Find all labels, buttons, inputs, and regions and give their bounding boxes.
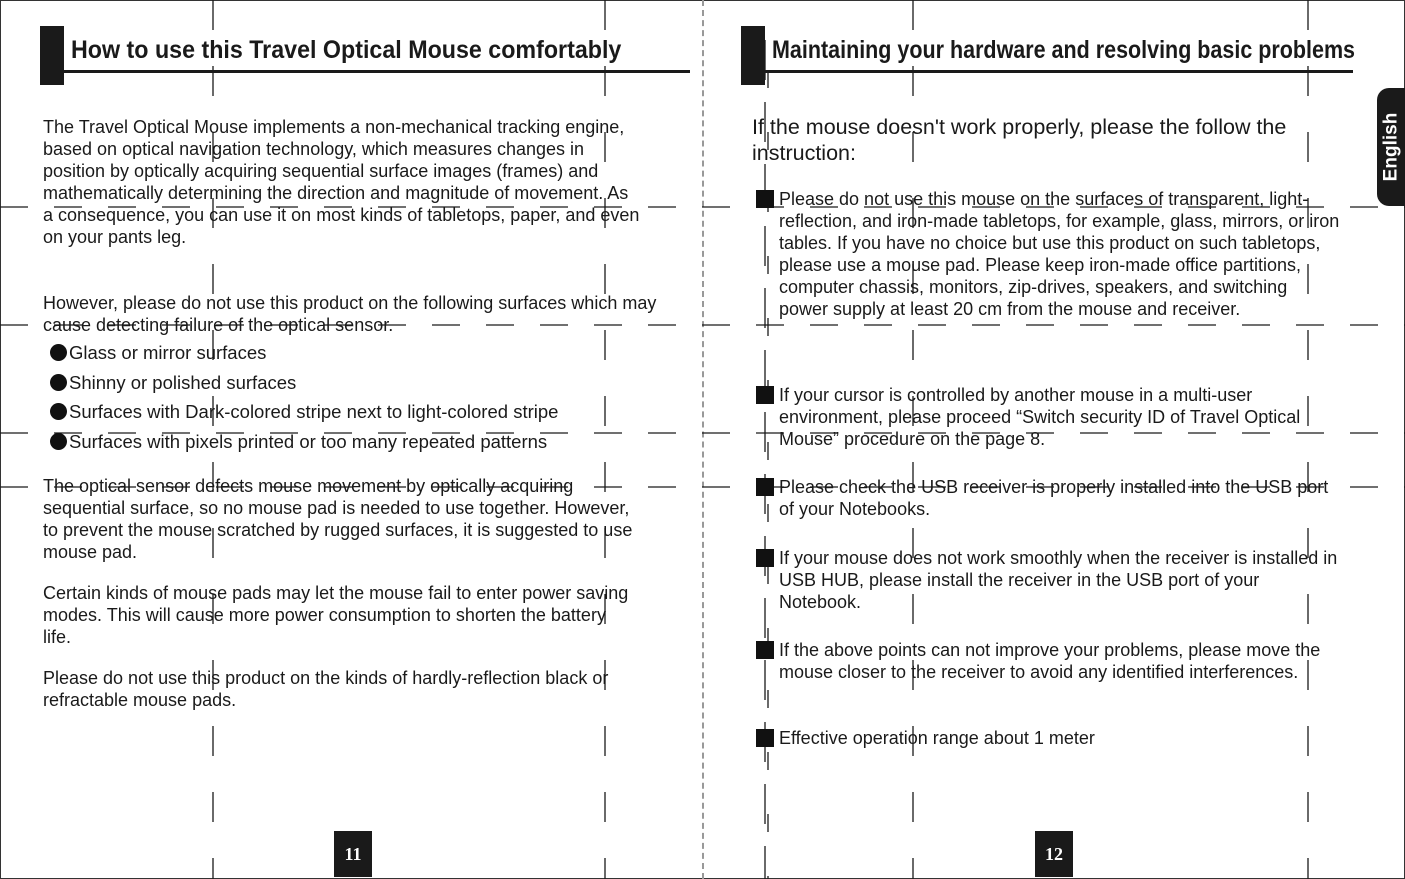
list-item: If your cursor is controlled by another mouse in a multi-user environment, please proceed “Switch security ID of Travel Optical Mouse” procedure on the page 8.	[756, 384, 1341, 450]
page-number: 11	[334, 831, 372, 877]
list-item: If the above points can not improve your problems, please move the mouse closer to the receiver to avoid any identified interferences.	[756, 639, 1341, 683]
left-title-block	[40, 26, 660, 86]
bullet-icon	[50, 433, 67, 450]
page-title: How to use this Travel Optical Mouse comfortably	[71, 36, 622, 64]
bullet-icon	[50, 344, 67, 361]
right-page	[704, 0, 1405, 879]
troubleshooting-intro: If the mouse doesn't work properly, please the follow the instruction:	[752, 115, 1287, 165]
left-page	[0, 0, 700, 879]
list-item: Please check the USB receiver is properly installed into the USB port of your Notebooks.	[756, 476, 1341, 520]
bullet-icon	[50, 403, 67, 420]
square-bullet-icon	[756, 729, 774, 747]
surface-bullet-list	[50, 338, 558, 456]
title-marker-bar	[40, 26, 64, 85]
square-bullet-icon	[756, 549, 774, 567]
title-marker-bar	[741, 26, 765, 85]
square-bullet-icon	[756, 478, 774, 496]
intro-paragraph: The Travel Optical Mouse implements a non-mechanical tracking engine, based on optical navigation technology, which measures changes in position by optically acquiring sequential surface images (frames) and mathematically determining the direction and magnitude of movement. As a consequence, you can use it on most kinds of tabletops, paper, and even on your pants leg.	[43, 117, 640, 247]
title-underline	[64, 70, 690, 73]
list-item: Surfaces with pixels printed or too many repeated patterns	[50, 427, 558, 457]
list-item: Surfaces with Dark-colored stripe next to light-colored stripe	[50, 397, 558, 427]
page-number: 12	[1035, 831, 1073, 877]
list-item: Please do not use this mouse on the surfaces of transparent, light-reflection, and iron-made tabletops, for example, glass, mirrors, or iron tables. If you have no choice but use this product on such tabletops, please use a mouse pad. Please keep iron-made office partitions, computer chassis, monitors, zip-drives, speakers, and switching power supply at least 20 cm from the mouse and receiver.	[756, 188, 1341, 320]
list-item: Shinny or polished surfaces	[50, 368, 558, 398]
page-title: Maintaining your hardware and resolving basic problems	[772, 36, 1356, 64]
list-item: If your mouse does not work smoothly when the receiver is installed in USB HUB, please install the receiver in the USB port of your Notebook.	[756, 547, 1341, 613]
list-item: Glass or mirror surfaces	[50, 338, 558, 368]
list-item: Effective operation range about 1 meter	[756, 727, 1341, 749]
language-tab-label: English	[1380, 112, 1401, 182]
sensor-paragraph: The optical sensor defects mouse movement by optically acquiring sequential surface, so no mouse pad is needed to use together. However, to prevent the mouse scratched by rugged surfaces, it is suggested to use mouse pad.	[43, 476, 633, 562]
language-tab	[1377, 88, 1405, 206]
mouse-pad-warning-paragraph: Please do not use this product on the kinds of hardly-reflection black or refractable mouse pads.	[43, 668, 609, 710]
mouse-pad-power-paragraph: Certain kinds of mouse pads may let the mouse fail to enter power saving modes. This will cause more power consumption to shorten the battery life.	[43, 583, 629, 647]
title-underline	[765, 70, 1353, 73]
bullet-icon	[50, 374, 67, 391]
right-title-block	[741, 26, 1361, 86]
square-bullet-icon	[756, 641, 774, 659]
surfaces-warning-paragraph: However, please do not use this product on the following surfaces which may cause detecting failure of the optical sensor.	[43, 293, 657, 335]
square-bullet-icon	[756, 190, 774, 208]
square-bullet-icon	[756, 386, 774, 404]
